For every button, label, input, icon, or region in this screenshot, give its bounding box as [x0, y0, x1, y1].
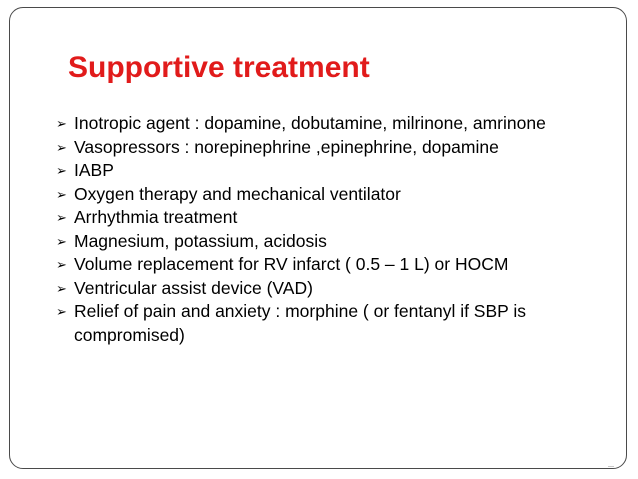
arrow-bullet-icon: ➢	[56, 210, 67, 225]
bullet-text: IABP	[74, 160, 114, 180]
arrow-bullet-icon: ➢	[56, 233, 67, 249]
bullet-item	[56, 300, 596, 347]
bullet-text: Relief of pain and anxiety : morphine ( or fentanyl if SBP is compromised)	[74, 301, 527, 345]
arrow-bullet-icon: ➢	[56, 116, 67, 131]
arrow-bullet-icon: ➢	[56, 304, 67, 319]
bullet-text: Oxygen therapy and mechanical ventilator	[74, 183, 401, 204]
arrow-bullet-icon: ➢	[56, 280, 67, 296]
bullet-text: Inotropic agent : dopamine, dobutamine, milrinone, amrinone	[74, 113, 546, 133]
bullet-text: Arrhythmia treatment	[74, 207, 238, 227]
bullet-item	[56, 159, 596, 183]
bullet-item	[56, 183, 596, 207]
bullet-list	[56, 112, 596, 347]
bullet-item	[56, 277, 596, 301]
bullet-item	[56, 206, 596, 230]
arrow-bullet-icon: ➢	[56, 186, 67, 202]
bullet-item	[56, 253, 596, 277]
bullet-text: Magnesium, potassium, acidosis	[74, 230, 327, 251]
bullet-item	[56, 136, 596, 160]
arrow-bullet-icon: ➢	[56, 163, 67, 178]
bullet-text: Ventricular assist device (VAD)	[74, 277, 313, 298]
slide-corner-mark	[608, 466, 614, 467]
bullet-text: Vasopressors : norepinephrine ,epinephrine, dopamine	[74, 136, 499, 157]
arrow-bullet-icon: ➢	[56, 139, 67, 155]
arrow-bullet-icon: ➢	[56, 257, 67, 272]
bullet-item	[56, 112, 596, 136]
slide-title: Supportive treatment	[68, 51, 370, 84]
bullet-item	[56, 230, 596, 254]
bullet-text: Volume replacement for RV infarct ( 0.5 – 1 L) or HOCM	[74, 254, 509, 274]
